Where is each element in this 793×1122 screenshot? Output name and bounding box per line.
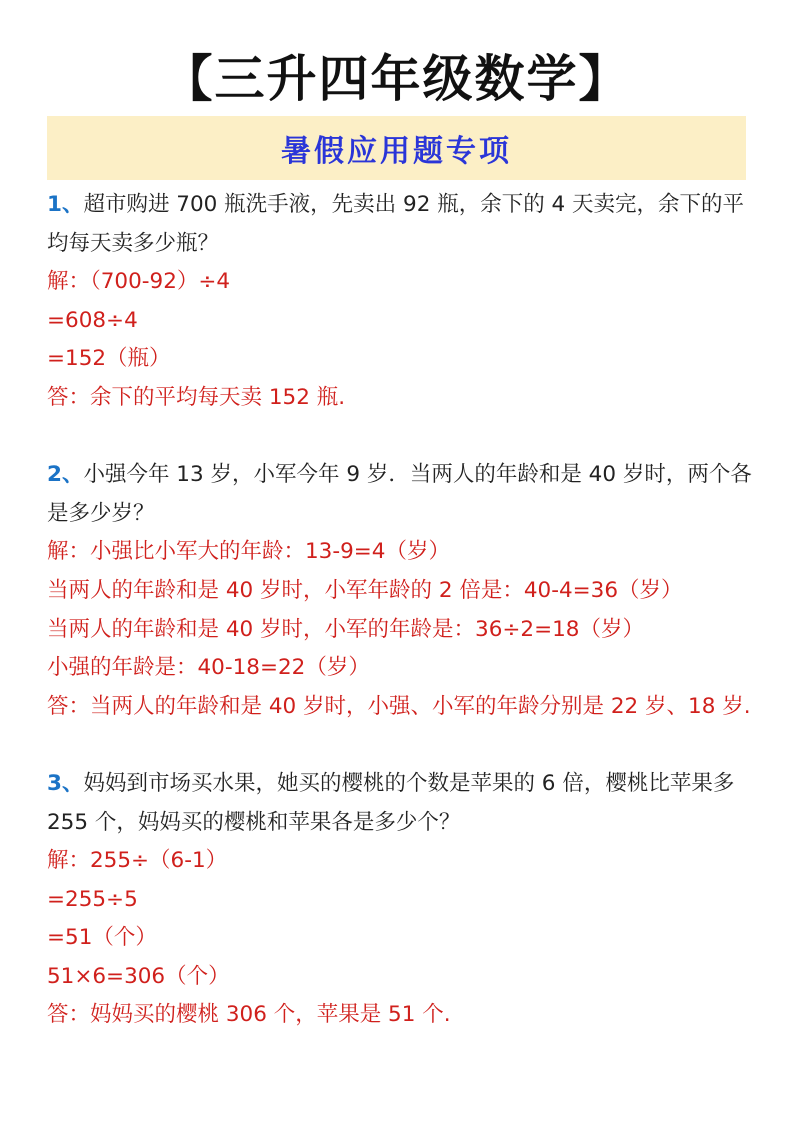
solution-line: 解：小强比小军大的年龄：13-9=4（岁） xyxy=(47,539,450,565)
problem-number: 1、 xyxy=(47,192,84,217)
solution-line: 当两人的年龄和是 40 岁时，小军年龄的 2 倍是：40-4=36（岁） xyxy=(47,577,683,603)
solution-line: 当两人的年龄和是 40 岁时，小军的年龄是：36÷2=18（岁） xyxy=(47,616,644,642)
solution-line: =255÷5 xyxy=(47,886,138,912)
problem-question xyxy=(47,456,757,533)
subtitle: 暑假应用题专项 xyxy=(281,134,512,169)
problem-question xyxy=(47,186,757,263)
solution-line: 解：（700-92）÷4 xyxy=(47,269,231,295)
problem-number: 2、 xyxy=(47,462,84,488)
question-text: 超市购进 700 瓶洗手液，先卖出 92 瓶，余下的 4 天卖完，余下的平均每天卖多少瓶？ xyxy=(47,192,745,256)
solution-line: =51（个） xyxy=(47,925,157,951)
solution-line: =608÷4 xyxy=(47,307,138,333)
solution-line: =152（瓶） xyxy=(47,346,171,372)
problem-number: 3、 xyxy=(47,770,84,796)
problem-question xyxy=(47,765,757,842)
answer-line: 答：当两人的年龄和是 40 岁时，小强、小军的年龄分别是 22 岁、18 岁. xyxy=(47,693,751,719)
solution-line: 小强的年龄是：40-18=22（岁） xyxy=(47,655,370,681)
problem-2 xyxy=(47,456,757,726)
solution-line: 51×6=306（个） xyxy=(47,963,230,989)
question-text: 小强今年 13 岁，小军今年 9 岁．当两人的年龄和是 40 岁时，两个各是多少岁？ xyxy=(47,462,752,526)
answer-line: 答：妈妈买的樱桃 306 个，苹果是 51 个. xyxy=(47,1002,451,1028)
solution-line: 解：255÷（6-1） xyxy=(47,848,228,874)
answer-line: 答：余下的平均每天卖 152 瓶. xyxy=(47,384,346,410)
problem-list xyxy=(47,186,757,1074)
question-text: 妈妈到市场买水果，她买的樱桃的个数是苹果的 6 倍，樱桃比苹果多 255 个，妈妈买的樱桃和苹果各是多少个？ xyxy=(47,770,735,835)
page-title: 【三升四年级数学】 xyxy=(162,49,631,108)
problem-1 xyxy=(47,186,757,418)
problem-3 xyxy=(47,765,757,1035)
subtitle-banner xyxy=(47,116,746,180)
